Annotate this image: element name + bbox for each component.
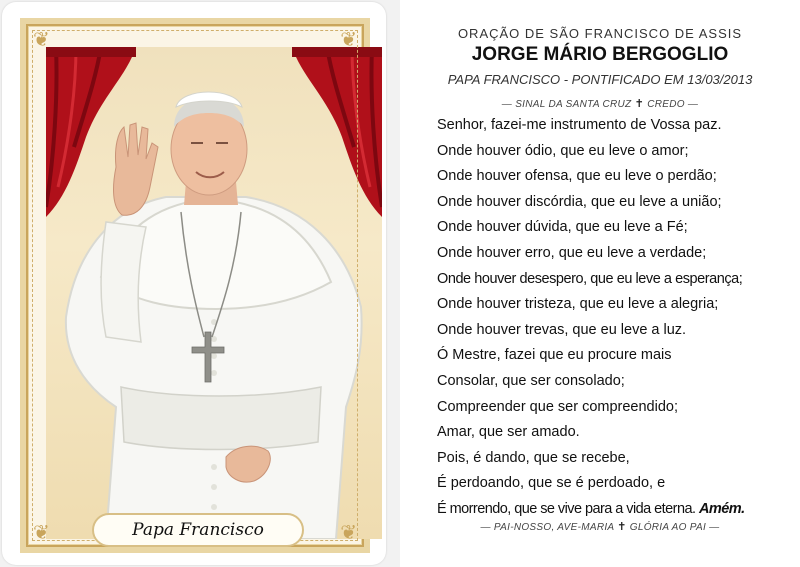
prayer-text [437, 113, 787, 523]
bottom-rubric: — PAI-NOSSO, AVE-MARIA ✝ GLÓRIA AO PAI — [480, 521, 720, 533]
prayer-line: Pois, é dando, que se recebe, [437, 449, 630, 466]
prayer-panel [400, 0, 800, 567]
rubric-text: PAI-NOSSO, AVE-MARIA [493, 522, 615, 533]
card-caption: Papa Francisco [92, 513, 304, 547]
cross-icon: ✝ [617, 521, 627, 533]
prayer-title: ORAÇÃO DE SÃO FRANCISCO DE ASSIS [457, 26, 743, 41]
top-rubric: — SINAL DA SANTA CRUZ ✝ CREDO — [501, 98, 699, 110]
rubric-text: SINAL DA SANTA CRUZ [515, 99, 632, 110]
corner-ornament: ❦ [33, 27, 50, 51]
prayer-line: Onde houver ofensa, que eu leve o perdão; [437, 168, 717, 185]
prayer-line: Senhor, fazei-me instrumento de Vossa paz. [437, 117, 722, 133]
rubric-text: CREDO [647, 99, 685, 110]
prayer-line-last [437, 497, 787, 523]
pontificate-subtitle: PAPA FRANCISCO - PONTIFICADO EM 13/03/2013 [447, 72, 753, 87]
prayer-line: Onde houver ódio, que eu leve o amor; [437, 142, 689, 159]
rubric-text: GLÓRIA AO PAI [629, 522, 707, 533]
prayer-line: Onde houver tristeza, que eu leve a alegria; [437, 296, 719, 313]
prayer-line: É perdoando, que se é perdoado, e [437, 475, 666, 492]
prayer-line: Ó Mestre, fazei que eu procure mais [437, 347, 672, 364]
prayer-line: Onde houver trevas, que eu leve a luz. [437, 321, 687, 338]
prayer-line: Onde houver dúvida, que eu leve a Fé; [437, 219, 688, 236]
prayer-line: Onde houver erro, que eu leve a verdade; [437, 244, 707, 261]
prayer-line: Onde houver desespero, que eu leve a esperança; [437, 270, 743, 287]
pope-figure [46, 47, 382, 539]
prayer-line: Amar, que ser amado. [437, 424, 580, 441]
corner-ornament: ❦ [340, 27, 357, 51]
prayer-last-text: É morrendo, que se vive para a vida eterna. [437, 500, 696, 517]
cross-icon: ✝ [634, 98, 645, 110]
amen-text: Amém. [698, 500, 745, 517]
pope-name: JORGE MÁRIO BERGOGLIO [471, 44, 729, 65]
holy-card [2, 2, 386, 565]
prayer-line: Consolar, que ser consolado; [437, 372, 625, 389]
corner-ornament: ❦ [33, 520, 50, 544]
ornamental-frame [20, 18, 370, 553]
corner-ornament: ❦ [340, 520, 357, 544]
portrait-picture [46, 47, 382, 539]
prayer-line: Onde houver discórdia, que eu leve a união; [437, 193, 722, 210]
prayer-line: Compreender que ser compreendido; [437, 398, 678, 415]
